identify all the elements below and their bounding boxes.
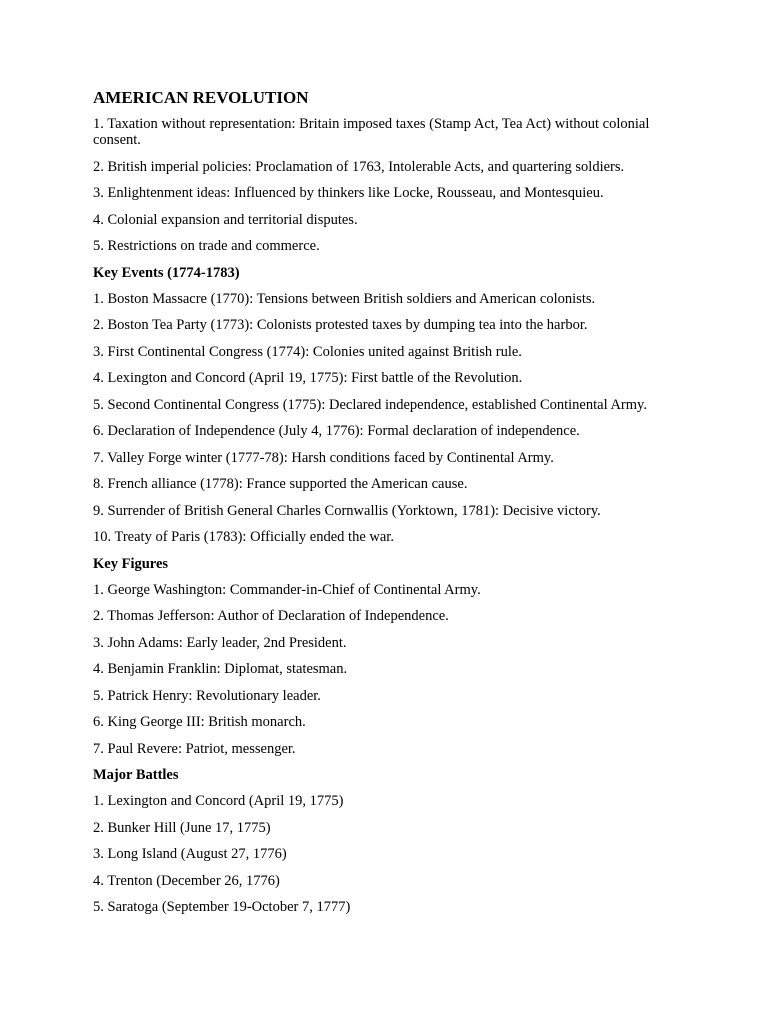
cause-item: 4. Colonial expansion and territorial disputes. <box>93 211 358 228</box>
figure-item: 4. Benjamin Franklin: Diplomat, statesman. <box>93 661 348 677</box>
cause-item: 1. Taxation without representation: Britain imposed taxes (Stamp Act, Tea Act) without colonial consent. <box>93 116 650 148</box>
document-title: AMERICAN REVOLUTION <box>93 88 309 107</box>
document-page <box>93 88 693 926</box>
event-item: 2. Boston Tea Party (1773): Colonists protested taxes by dumping tea into the harbor. <box>93 317 588 333</box>
figure-item: 1. George Washington: Commander-in-Chief of Continental Army. <box>93 581 481 598</box>
key-events-list <box>93 291 693 546</box>
event-item: 6. Declaration of Independence (July 4, 1776): Formal declaration of independence. <box>93 423 580 439</box>
major-battles-list <box>93 793 693 915</box>
event-item: 9. Surrender of British General Charles Cornwallis (Yorktown, 1781): Decisive victory. <box>93 502 601 519</box>
event-item: 1. Boston Massacre (1770): Tensions between British soldiers and American colonists. <box>93 290 596 307</box>
battle-item: 3. Long Island (August 27, 1776) <box>93 846 287 862</box>
battle-item: 5. Saratoga (September 19-October 7, 1777) <box>93 899 351 915</box>
event-item: 4. Lexington and Concord (April 19, 1775): First battle of the Revolution. <box>93 370 523 386</box>
event-item: 3. First Continental Congress (1774): Colonies united against British rule. <box>93 343 522 360</box>
battle-item: 2. Bunker Hill (June 17, 1775) <box>93 819 271 836</box>
key-events-heading: Key Events (1774-1783) <box>93 264 240 281</box>
major-battles-heading: Major Battles <box>93 767 179 783</box>
figure-item: 3. John Adams: Early leader, 2nd President. <box>93 634 347 651</box>
figure-item: 6. King George III: British monarch. <box>93 714 306 730</box>
event-item: 5. Second Continental Congress (1775): Declared independence, established Continental Army. <box>93 396 647 413</box>
figure-item: 2. Thomas Jefferson: Author of Declaration of Independence. <box>93 608 449 624</box>
cause-item: 2. British imperial policies: Proclamation of 1763, Intolerable Acts, and quartering soldiers. <box>93 158 625 175</box>
event-item: 7. Valley Forge winter (1777-78): Harsh conditions faced by Continental Army. <box>93 449 554 466</box>
cause-item: 5. Restrictions on trade and commerce. <box>93 238 320 254</box>
battle-item: 1. Lexington and Concord (April 19, 1775) <box>93 793 344 809</box>
cause-item: 3. Enlightenment ideas: Influenced by thinkers like Locke, Rousseau, and Montesquieu. <box>93 185 604 201</box>
event-item: 10. Treaty of Paris (1783): Officially ended the war. <box>93 529 394 545</box>
event-item: 8. French alliance (1778): France supported the American cause. <box>93 476 468 492</box>
figure-item: 7. Paul Revere: Patriot, messenger. <box>93 740 296 757</box>
figure-item: 5. Patrick Henry: Revolutionary leader. <box>93 687 321 704</box>
causes-list <box>93 116 693 254</box>
key-figures-heading: Key Figures <box>93 555 169 572</box>
key-figures-list <box>93 582 693 757</box>
battle-item: 4. Trenton (December 26, 1776) <box>93 872 280 889</box>
